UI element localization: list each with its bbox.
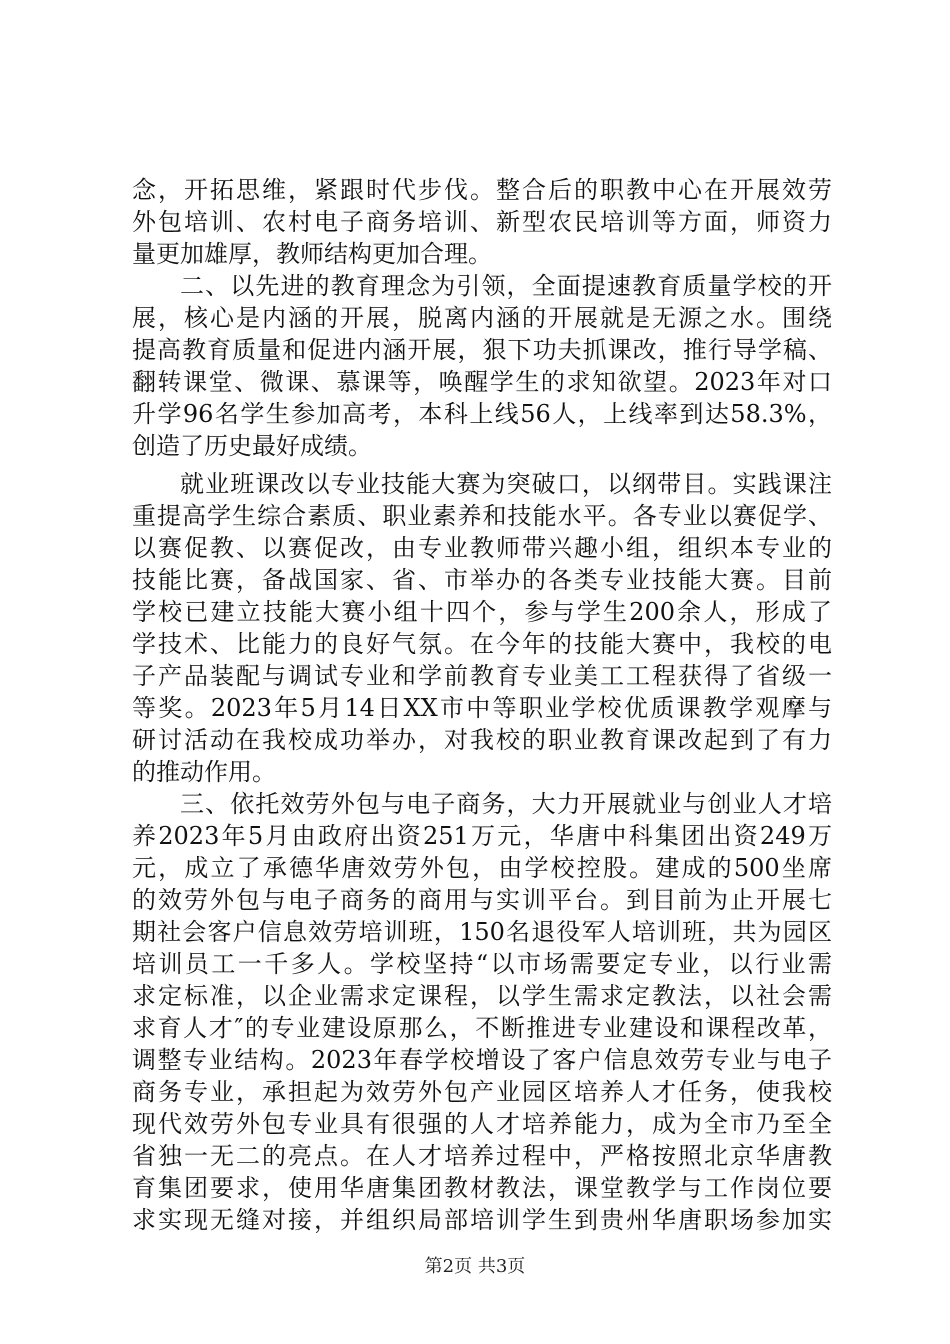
text-line: 现代效劳外包专业具有很强的人才培养能力，成为全市乃至全 — [132, 1110, 832, 1138]
text-line: 提高教育质量和促进内涵开展，狠下功夫抓课改，推行导学稿、 — [132, 336, 832, 364]
text-line: 子产品装配与调试专业和学前教育专业美工工程获得了省级一 — [132, 662, 832, 690]
text-line: 求育人才″的专业建设原那么，不断推进专业建设和课程改革， — [132, 1014, 832, 1042]
text-line: 研讨活动在我校成功举办，对我校的职业教育课改起到了有力 — [132, 726, 832, 754]
text-line: 等奖。2023年5月14日XX市中等职业学校优质课教学观摩与 — [132, 694, 832, 722]
text-line: 育集团要求，使用华唐集团教材教法，课堂教学与工作岗位要 — [132, 1174, 832, 1202]
paragraph-start-line: 二、以先进的教育理念为引领，全面提速教育质量学校的开 — [180, 272, 832, 300]
text-line: 以赛促教、以赛促改，由专业教师带兴趣小组，组织本专业的 — [132, 534, 832, 562]
text-line: 元，成立了承德华唐效劳外包，由学校控股。建成的500坐席 — [132, 854, 832, 882]
text-line: 升学96名学生参加高考，本科上线56人，上线率到达58.3%， — [132, 400, 832, 428]
text-line: 省独一无二的亮点。在人才培养过程中，严格按照北京华唐教 — [132, 1142, 832, 1170]
text-line: 培训员工一千多人。学校坚持“以市场需要定专业，以行业需 — [132, 950, 832, 978]
text-line: 的效劳外包与电子商务的商用与实训平台。到目前为止开展七 — [132, 886, 832, 914]
text-line: 学校已建立技能大赛小组十四个，参与学生200余人，形成了 — [132, 598, 832, 626]
text-line: 重提高学生综合素质、职业素养和技能水平。各专业以赛促学、 — [132, 502, 832, 530]
text-line: 期社会客户信息效劳培训班，150名退役军人培训班，共为园区 — [132, 918, 832, 946]
text-line: 求定标准，以企业需求定课程，以学生需求定教法，以社会需 — [132, 982, 832, 1010]
text-line: 展，核心是内涵的开展，脱离内涵的开展就是无源之水。围绕 — [132, 304, 832, 332]
paragraph-start-line: 就业班课改以专业技能大赛为突破口，以纲带目。实践课注 — [180, 470, 832, 498]
text-line: 念，开拓思维，紧跟时代步伐。整合后的职教中心在开展效劳 — [132, 176, 832, 204]
paragraph-start-line: 三、依托效劳外包与电子商务，大力开展就业与创业人才培 — [180, 790, 832, 818]
text-line: 的推动作用。 — [132, 758, 276, 786]
text-line: 调整专业结构。2023年春学校增设了客户信息效劳专业与电子 — [132, 1046, 832, 1074]
page-number-footer: 第2页 共3页 — [424, 1256, 526, 1277]
text-line: 技能比赛，备战国家、省、市举办的各类专业技能大赛。目前 — [132, 566, 832, 594]
text-line: 商务专业，承担起为效劳外包产业园区培养人才任务，使我校 — [132, 1078, 832, 1106]
text-line: 翻转课堂、微课、慕课等，唤醒学生的求知欲望。2023年对口 — [132, 368, 832, 396]
text-line: 量更加雄厚，教师结构更加合理。 — [132, 240, 492, 268]
text-line: 外包培训、农村电子商务培训、新型农民培训等方面，师资力 — [132, 208, 832, 236]
text-line: 养2023年5月由政府出资251万元，华唐中科集团出资249万 — [132, 822, 832, 850]
text-line: 创造了历史最好成绩。 — [132, 432, 372, 460]
text-line: 求实现无缝对接，并组织局部培训学生到贵州华唐职场参加实 — [132, 1206, 832, 1234]
text-line: 学技术、比能力的良好气氛。在今年的技能大赛中，我校的电 — [132, 630, 832, 658]
